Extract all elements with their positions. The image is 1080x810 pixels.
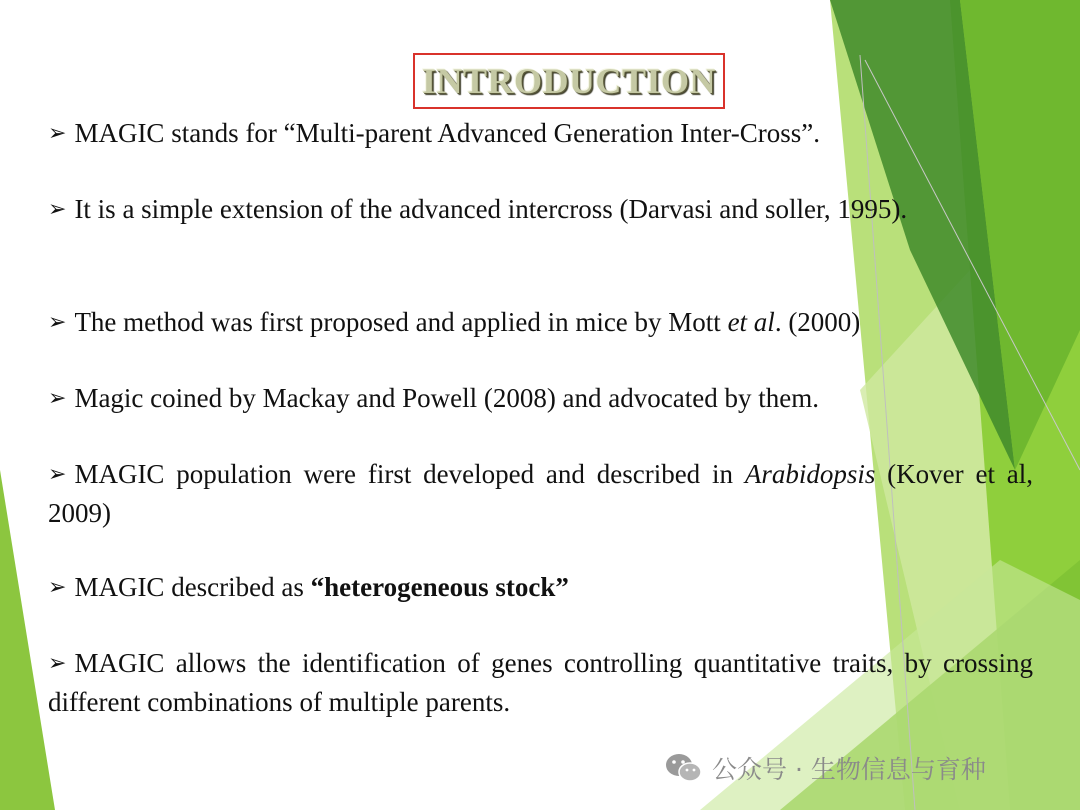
title-box xyxy=(413,53,725,109)
bullet-item-3 xyxy=(48,304,1033,343)
bullet-item-6 xyxy=(48,569,1033,608)
bullet-arrow-icon: ➢ xyxy=(48,462,67,487)
bullet-text-after: . (2000) xyxy=(774,307,861,337)
watermark-text: 公众号 · 生物信息与育种 xyxy=(712,755,986,784)
bullet-italic-text: et al xyxy=(727,307,775,337)
bullet-bold-text: “heterogeneous stock” xyxy=(310,572,569,602)
bullet-arrow-icon: ➢ xyxy=(48,121,67,146)
bullet-italic-text: Arabidopsis xyxy=(744,459,876,489)
wechat-icon xyxy=(664,752,704,784)
bullet-item-4 xyxy=(48,380,1033,419)
bullet-text: The method was first proposed and applied in mice by Mott xyxy=(74,307,728,337)
bullet-arrow-icon: ➢ xyxy=(48,651,67,676)
bullet-item-5 xyxy=(48,456,1033,532)
bullet-text: MAGIC stands for “Multi-parent Advanced Generation Inter-Cross”. xyxy=(74,118,820,148)
bullet-text: MAGIC population were first developed and described in xyxy=(74,459,745,489)
bullet-arrow-icon: ➢ xyxy=(48,310,67,335)
bullet-item-2 xyxy=(48,191,1033,230)
bullet-arrow-icon: ➢ xyxy=(48,197,67,222)
bullet-arrow-icon: ➢ xyxy=(48,386,67,411)
watermark xyxy=(664,748,986,788)
bullet-text: Magic coined by Mackay and Powell (2008) and advocated by them. xyxy=(74,383,819,413)
bullet-text: MAGIC described as xyxy=(74,572,311,602)
green-shape-left xyxy=(0,470,55,810)
bullet-text: MAGIC allows the identification of genes controlling quantitative traits, by crossing different combinations of multiple parents. xyxy=(48,648,1033,717)
page-title: INTRODUCTION xyxy=(421,61,717,101)
bullet-text: It is a simple extension of the advanced intercross (Darvasi and soller, 1995). xyxy=(74,194,908,224)
bullet-arrow-icon: ➢ xyxy=(48,575,67,600)
bullet-item-7 xyxy=(48,645,1033,721)
bullet-text-after: (Kover et al, 2009) xyxy=(48,459,1033,528)
bullet-item-1 xyxy=(48,115,1033,154)
